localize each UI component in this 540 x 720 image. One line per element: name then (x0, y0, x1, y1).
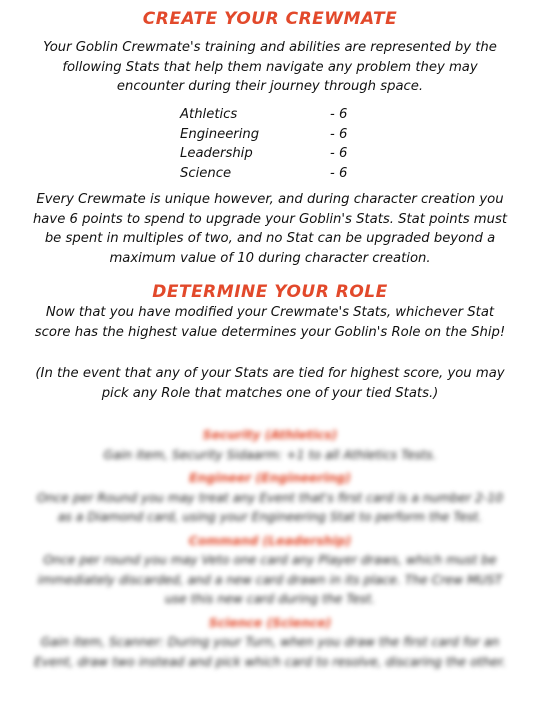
stat-row-science (180, 164, 380, 184)
tie-rule-text: (In the event that any of your Stats are tied for highest score, you may pick any Role that matches one of your tied Stats.) (35, 366, 505, 401)
stat-row-leadership (180, 144, 380, 164)
create-crewmate-heading: CREATE YOUR CREWMATE (142, 9, 398, 29)
stat-value: - 6 (330, 107, 348, 122)
role-title: Security (Athletics) (202, 427, 338, 442)
stat-upgrade-text: Every Crewmate is unique however, and during character creation you have 6 points to spend to upgrade your Goblin's Stats. Stat points must be spent in multiples of two, and no Stat can be upgraded beyond a maximum value of 10 during character creation. (32, 192, 508, 266)
stat-value: - 6 (330, 146, 348, 161)
role-description: Gain item, Scanner: During your Turn, when you draw the first card for an Event, draw two instead and pick which card to resolve, discaring the other. (34, 634, 506, 669)
role-intro-text: Now that you have modified your Crewmate's Stats, whichever Stat score has the highest value determines your Goblin's Role on the Ship! (34, 305, 506, 340)
determine-role-heading: DETERMINE YOUR ROLE (152, 282, 388, 302)
role-description: Once per Round you may treat any Event that's first card is a number 2-10 as a Diamond card, using your Engineering Stat to perform the Test. (36, 489, 504, 524)
stat-value: - 6 (330, 165, 348, 181)
stat-row-athletics (180, 105, 380, 125)
role-title: Science (Science) (208, 614, 332, 630)
role-title: Command (Leadership) (188, 532, 352, 548)
stats-list (180, 105, 380, 183)
stat-value: - 6 (330, 126, 348, 142)
stat-name: Science (180, 165, 232, 181)
stat-name: Engineering (180, 126, 260, 142)
crewmate-intro-text: Your Goblin Crewmate's training and abilities are represented by the following Stats that help them navigate any problem they may encounter during their journey through space. (43, 40, 497, 94)
stat-name: Leadership (180, 146, 253, 161)
stat-name: Athletics (180, 107, 238, 122)
stat-row-engineering (180, 125, 380, 145)
role-title: Engineer (Engineering) (189, 470, 351, 485)
role-description: Gain item, Security Sidaarm: +1 to all Athletics Tests. (103, 446, 437, 462)
blurred-roles-section (28, 425, 512, 675)
role-description: Once per round you may Veto one card any Player draws, which must be immediately discarded, and a new card drawn in its place. The Crew MUST use this new card during the Test. (37, 552, 503, 606)
